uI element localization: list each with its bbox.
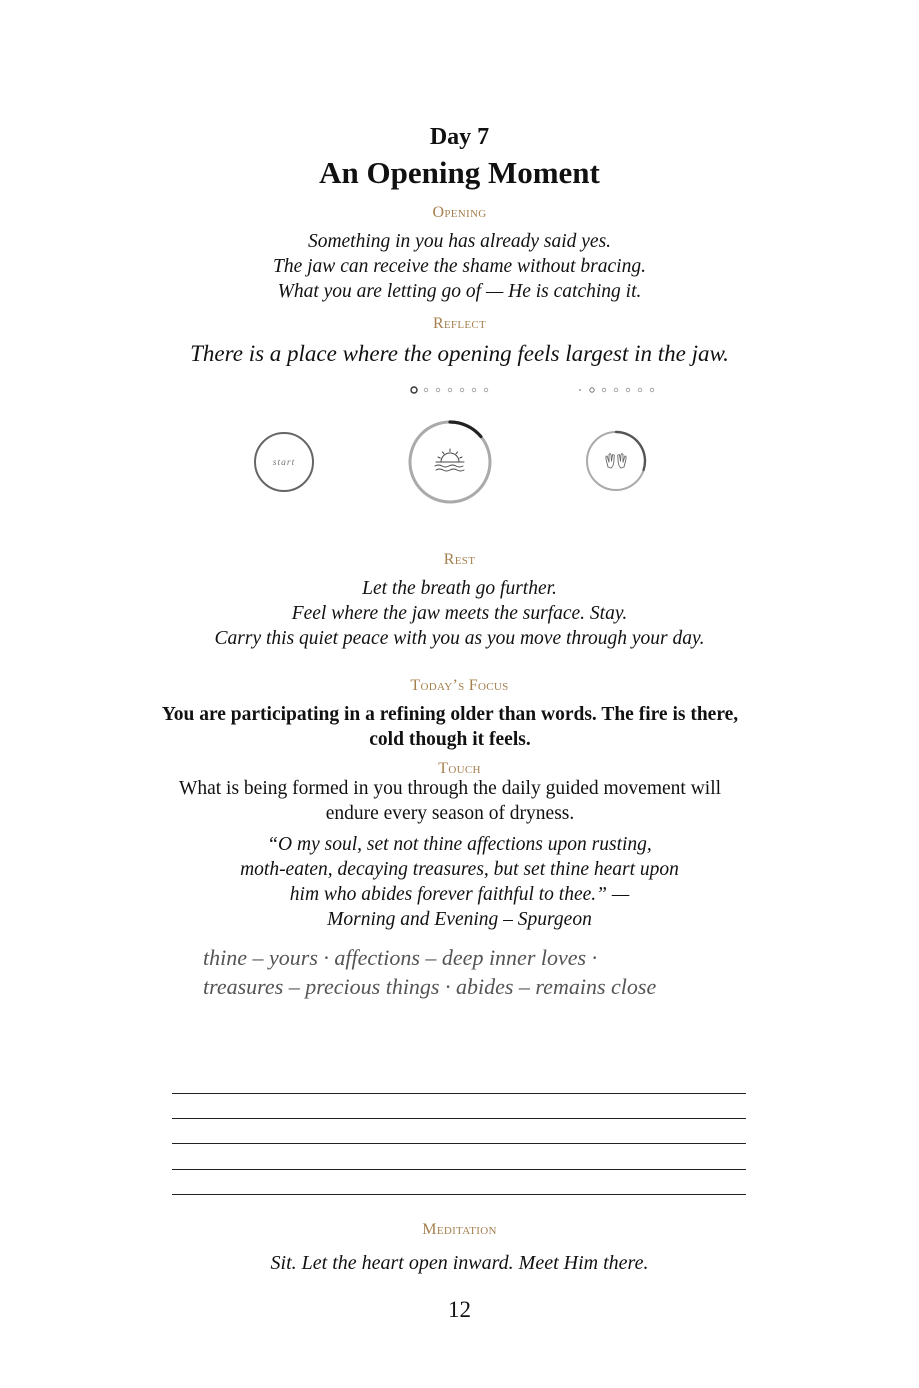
rest-line: Let the breath go further. xyxy=(362,578,557,599)
word-gloss xyxy=(203,943,723,1001)
step-dot xyxy=(424,388,428,392)
open-hands-icon xyxy=(606,454,626,468)
quote-attribution: Morning and Evening – Spurgeon xyxy=(327,909,592,930)
step-dot-active xyxy=(590,388,594,392)
reflect-text: There is a place where the opening feels largest in the jaw. xyxy=(190,341,729,366)
opening-line: The jaw can receive the shame without bracing. xyxy=(273,256,646,277)
rest-text xyxy=(0,576,919,651)
section-heading-rest: Rest xyxy=(443,551,476,568)
page-title: An Opening Moment xyxy=(319,155,600,190)
touch-timer-ring[interactable] xyxy=(584,429,648,493)
section-heading-touch: Touch xyxy=(438,760,481,777)
scripture-quote xyxy=(0,832,919,932)
section-heading-meditation: Meditation xyxy=(422,1221,497,1238)
start-label: start xyxy=(272,458,296,468)
step-dots-right xyxy=(573,383,663,397)
step-dot xyxy=(638,388,642,392)
opening-line: What you are letting go of — He is catching it. xyxy=(277,281,642,302)
step-dot xyxy=(650,388,654,392)
section-heading-focus: Today’s Focus xyxy=(410,677,509,694)
sunrise-over-water-icon xyxy=(435,449,464,471)
journal-line[interactable] xyxy=(172,1118,746,1119)
opening-text xyxy=(0,229,919,304)
gloss-line: treasures – precious things · abides – remains close xyxy=(203,974,657,999)
step-dot xyxy=(484,388,488,392)
step-dot xyxy=(579,389,581,391)
gloss-line: thine – yours · affections – deep inner loves · xyxy=(203,945,598,970)
step-dot xyxy=(460,388,464,392)
step-dots-center xyxy=(405,383,495,397)
step-dot xyxy=(614,388,618,392)
journal-line[interactable] xyxy=(172,1169,746,1170)
journal-line[interactable] xyxy=(172,1143,746,1144)
rest-line: Carry this quiet peace with you as you move through your day. xyxy=(214,628,705,649)
journal-lines[interactable] xyxy=(172,1093,746,1219)
focus-text: You are participating in a refining older than words. The fire is there, cold though it feels. xyxy=(161,704,739,750)
step-dot xyxy=(626,388,630,392)
meditation-text: Sit. Let the heart open inward. Meet Him there. xyxy=(270,1252,649,1274)
timer-progress-arc xyxy=(616,432,645,470)
step-dot xyxy=(472,388,476,392)
section-heading-opening: Opening xyxy=(432,204,487,221)
rest-line: Feel where the jaw meets the surface. Stay. xyxy=(291,603,628,624)
start-button[interactable] xyxy=(252,430,316,494)
step-dot-active xyxy=(411,387,417,393)
timer-progress-arc xyxy=(450,422,481,437)
journal-line[interactable] xyxy=(172,1093,746,1094)
step-dot xyxy=(602,388,606,392)
quote-line: him who abides forever faithful to thee.” — xyxy=(289,884,630,905)
breath-timer-ring[interactable] xyxy=(405,417,495,507)
quote-line: moth-eaten, decaying treasures, but set thine heart upon xyxy=(240,859,679,880)
journal-line[interactable] xyxy=(172,1194,746,1195)
step-dot xyxy=(436,388,440,392)
quote-line: “O my soul, set not thine affections upon rusting, xyxy=(267,834,652,855)
touch-text: What is being formed in you through the daily guided movement will endure every season of dryness. xyxy=(178,778,722,824)
step-dot xyxy=(448,388,452,392)
page-number: 12 xyxy=(448,1297,471,1322)
section-heading-reflect: Reflect xyxy=(432,315,487,332)
day-label: Day 7 xyxy=(429,124,490,150)
opening-line: Something in you has already said yes. xyxy=(307,231,612,252)
